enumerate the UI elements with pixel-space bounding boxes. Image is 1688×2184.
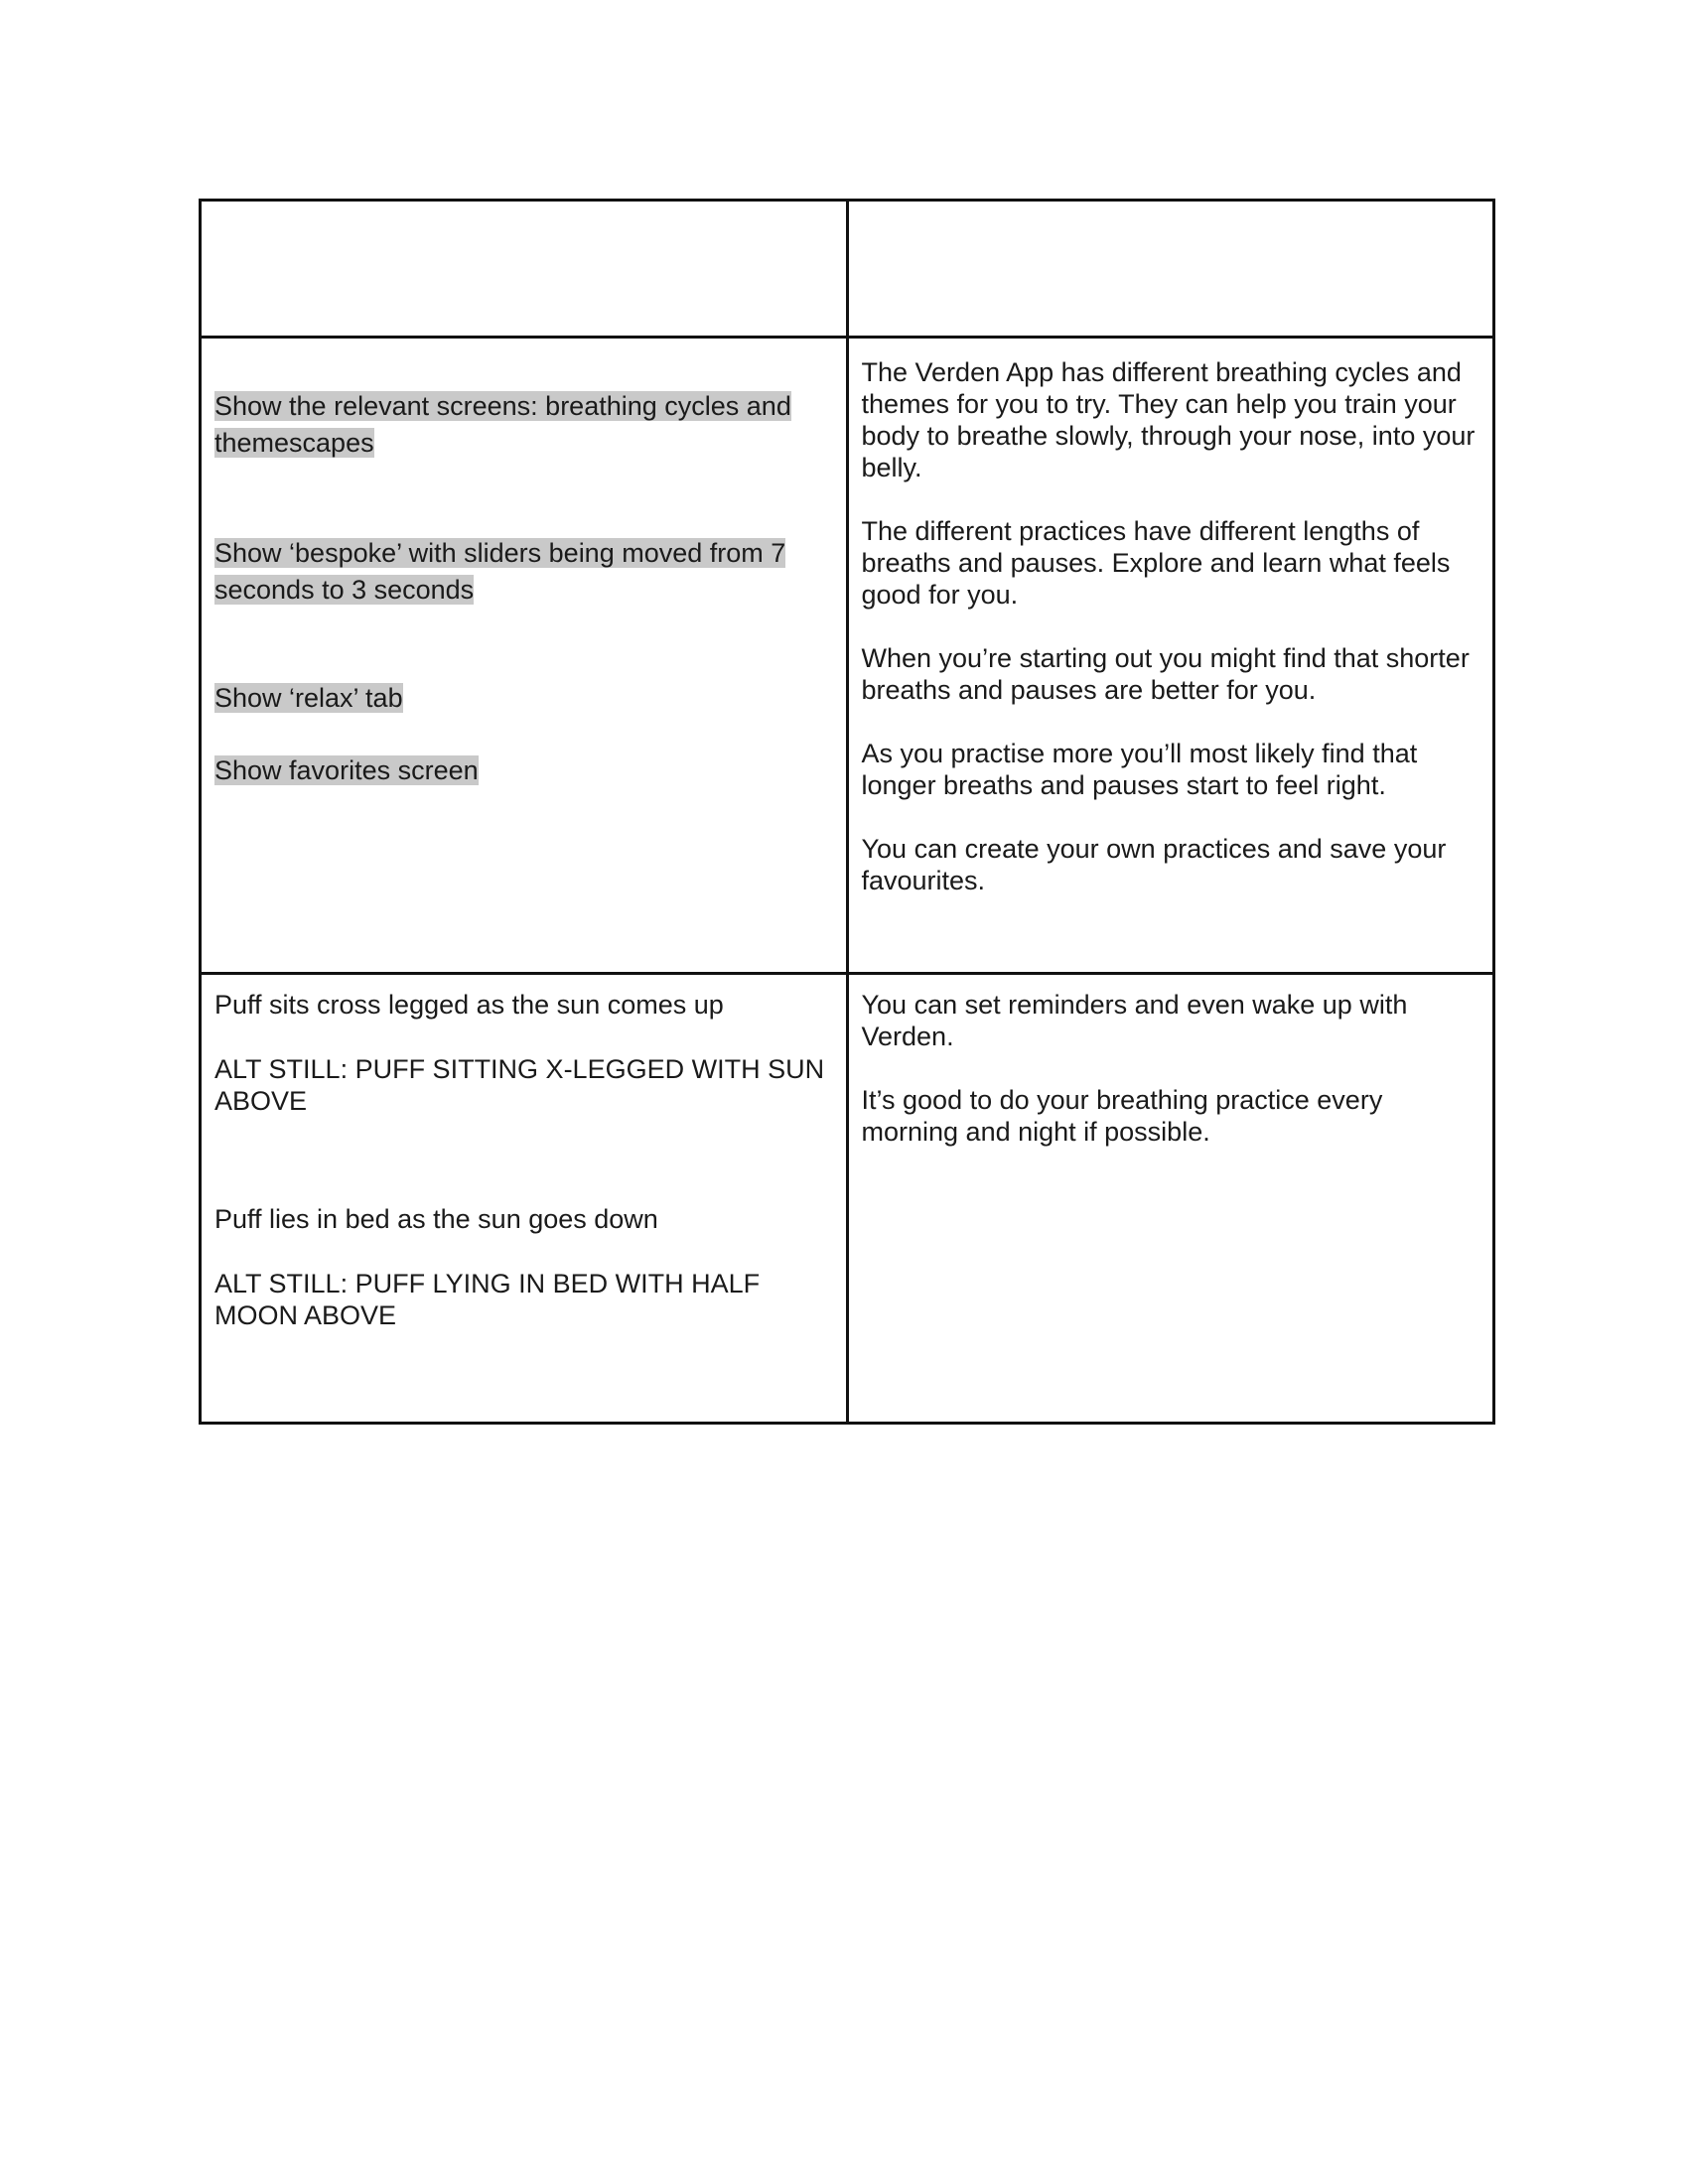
narration-paragraph: The different practices have different lengths of breaths and pauses. Explore and learn what feels good for you. xyxy=(861,516,1451,610)
direction-item xyxy=(214,388,832,462)
table-row-bottom xyxy=(201,974,1494,1424)
alt-still-note: ALT STILL: PUFF LYING IN BED WITH HALF MOON ABOVE xyxy=(214,1269,761,1330)
header-cell-right xyxy=(847,201,1494,338)
highlighted-direction: Show ‘bespoke’ with sliders being moved from 7 seconds to 3 seconds xyxy=(214,538,786,605)
table-row-middle xyxy=(201,338,1494,974)
direction-item xyxy=(214,535,832,609)
visual-cell-middle xyxy=(201,338,848,974)
narration-paragraph: When you’re starting out you might find that shorter breaths and pauses are better for you. xyxy=(861,643,1470,705)
table-row-header xyxy=(201,201,1494,338)
scene-description: Puff sits cross legged as the sun comes up xyxy=(214,990,724,1020)
narration-paragraph: You can set reminders and even wake up with Verden. xyxy=(861,990,1408,1051)
direction-item xyxy=(214,680,832,717)
narration-cell-middle xyxy=(847,338,1494,974)
narration-paragraph: As you practise more you’ll most likely find that longer breaths and pauses start to feel right. xyxy=(861,739,1418,800)
scene-description: Puff lies in bed as the sun goes down xyxy=(214,1204,658,1234)
direction-item xyxy=(214,752,832,789)
visual-cell-bottom xyxy=(201,974,848,1424)
highlighted-direction: Show favorites screen xyxy=(214,755,479,785)
narration-paragraph: It’s good to do your breathing practice every morning and night if possible. xyxy=(861,1085,1383,1147)
highlighted-direction: Show the relevant screens: breathing cycles and themescapes xyxy=(214,391,791,458)
header-cell-left xyxy=(201,201,848,338)
narration-paragraph: The Verden App has different breathing cycles and themes for you to try. They can help you train your body to breathe slowly, through your nose, into your belly. xyxy=(861,357,1476,482)
highlighted-direction: Show ‘relax’ tab xyxy=(214,683,403,713)
alt-still-note: ALT STILL: PUFF SITTING X-LEGGED WITH SUN ABOVE xyxy=(214,1054,825,1116)
narration-paragraph: You can create your own practices and save your favourites. xyxy=(861,834,1447,895)
script-table xyxy=(199,199,1495,1425)
narration-cell-bottom xyxy=(847,974,1494,1424)
